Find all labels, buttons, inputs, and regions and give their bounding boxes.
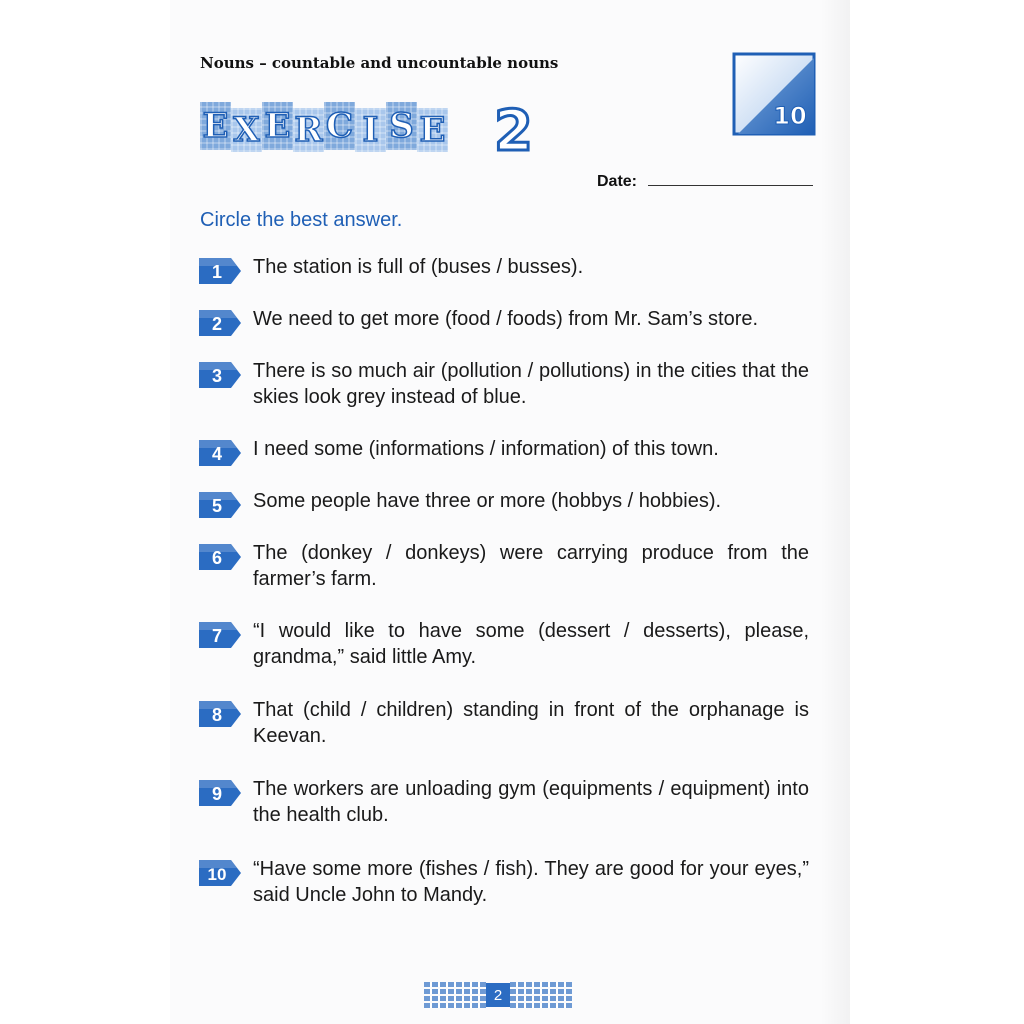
question-number: 7 bbox=[211, 626, 223, 646]
question-number-arrow-icon bbox=[195, 697, 243, 731]
badge-triangle-icon bbox=[732, 52, 816, 136]
question-text: The workers are unloading gym (equipments / equipment) into the health club. bbox=[253, 778, 809, 826]
question-number-arrow-icon bbox=[195, 436, 243, 470]
exercise-heading bbox=[200, 102, 448, 152]
question-number-arrow-icon bbox=[195, 618, 243, 652]
question-number-arrow-icon bbox=[195, 358, 243, 392]
question-number: 1 bbox=[211, 262, 223, 282]
exercise-letter: E bbox=[417, 108, 448, 152]
page-number: 2 bbox=[486, 983, 510, 1007]
page-footer bbox=[424, 982, 572, 1008]
question-text: We need to get more (food / foods) from Mr. Sam’s store. bbox=[253, 308, 759, 330]
question-number: 8 bbox=[211, 705, 223, 725]
instruction-text: Circle the best answer. bbox=[200, 209, 403, 231]
badge-number: 10 bbox=[773, 102, 807, 130]
exercise-letter: X bbox=[231, 108, 262, 152]
question-text: The station is full of (buses / busses). bbox=[253, 256, 584, 278]
question-number-arrow-icon bbox=[195, 488, 243, 522]
question-text: There is so much air (pollution / pollutions) in the cities that the skies look grey instead of blue. bbox=[253, 360, 809, 408]
exercise-letter: E bbox=[200, 102, 231, 150]
topic-title: Nouns – countable and uncountable nouns bbox=[200, 54, 559, 72]
exercise-letter: I bbox=[355, 108, 386, 152]
question-number: 6 bbox=[211, 548, 223, 568]
question-number: 9 bbox=[211, 784, 223, 804]
question-number-arrow-icon bbox=[195, 254, 243, 288]
question-number-arrow-icon bbox=[195, 306, 243, 340]
question-text: That (child / children) standing in front of the orphanage is Keevan. bbox=[253, 699, 809, 747]
footer-tiles-right bbox=[510, 982, 572, 1008]
question-number: 4 bbox=[211, 444, 223, 464]
exercise-letter: S bbox=[386, 102, 417, 150]
level-badge bbox=[732, 52, 816, 136]
question-number: 2 bbox=[211, 314, 223, 334]
question-number-arrow-icon bbox=[195, 856, 243, 890]
question-text: I need some (informations / information) of this town. bbox=[253, 438, 719, 460]
date-field[interactable] bbox=[648, 185, 813, 186]
question-text: “I would like to have some (dessert / desserts), please, grandma,” said little Amy. bbox=[253, 620, 809, 668]
question-number: 3 bbox=[211, 366, 223, 386]
question-number: 5 bbox=[211, 496, 223, 516]
question-number-arrow-icon bbox=[195, 540, 243, 574]
question-number-arrow-icon bbox=[195, 776, 243, 810]
exercise-letter: C bbox=[324, 102, 355, 150]
question-number: 10 bbox=[207, 865, 227, 884]
question-text: “Have some more (fishes / fish). They are good for your eyes,” said Uncle John to Mandy. bbox=[253, 858, 809, 906]
exercise-number: 2 bbox=[494, 99, 533, 164]
question-text: The (donkey / donkeys) were carrying produce from the farmer’s farm. bbox=[253, 542, 809, 590]
date-label: Date: bbox=[597, 173, 638, 190]
page-edge-shadow bbox=[820, 0, 850, 1024]
exercise-letter: E bbox=[262, 102, 293, 150]
exercise-letter: R bbox=[294, 110, 323, 150]
footer-tiles-left bbox=[424, 982, 486, 1008]
question-text: Some people have three or more (hobbys / hobbies). bbox=[253, 490, 722, 512]
